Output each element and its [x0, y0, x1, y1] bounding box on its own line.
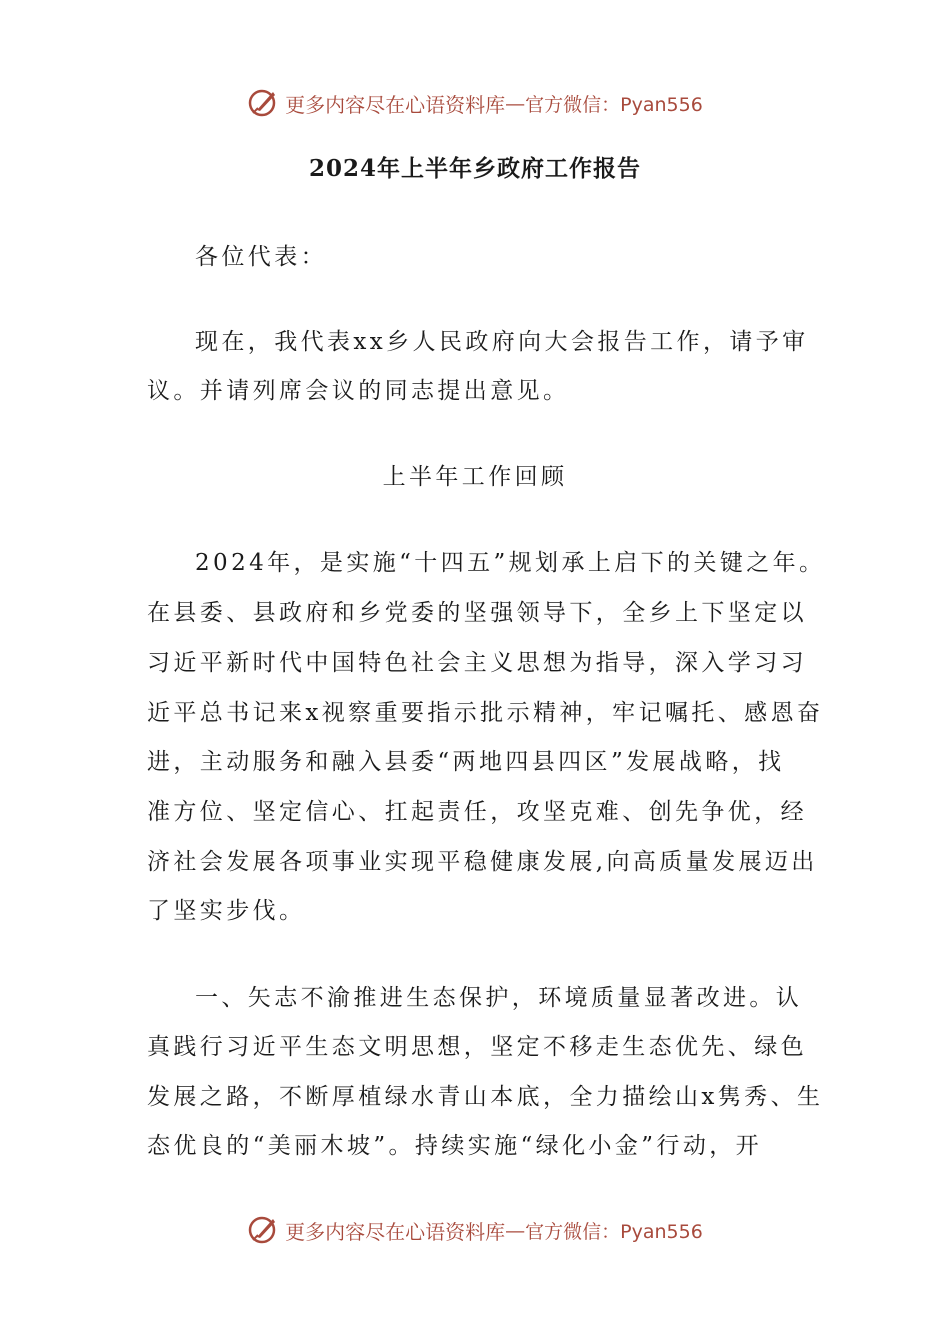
intro-line: 现在，我代表xx乡人民政府向大会报告工作，请予审 — [195, 329, 809, 355]
header-banner — [0, 83, 950, 123]
para2-line: 一、矢志不渝推进生态保护，环境质量显著改进。认 — [195, 985, 803, 1011]
para1-line: 近平总书记来x视察重要指示批示精神，牢记嘱托、感恩奋 — [147, 700, 824, 726]
banner-separator: — — [505, 91, 526, 115]
banner-wechat-text: 官方微信：Pyan556 — [525, 93, 703, 116]
para1-line: 习近平新时代中国特色社会主义思想为指导，深入学习习 — [147, 650, 807, 676]
para1-line: 了坚实步伐。 — [147, 898, 306, 924]
para1-line: 进，主动服务和融入县委“两地四县四区”发展战略，找 — [147, 749, 785, 775]
document-title: 2024年上半年乡政府工作报告 — [308, 155, 641, 182]
para1-line: 济社会发展各项事业实现平稳健康发展,向高质量发展迈出 — [147, 849, 818, 875]
banner-brand-text: 更多内容尽在心语资料库 — [285, 1219, 506, 1244]
para1-line: 在县委、县政府和乡党委的坚强领导下，全乡上下坚定以 — [147, 600, 807, 626]
para1-line: 2024年，是实施“十四五”规划承上启下的关键之年。 — [195, 550, 826, 576]
para1-line: 准方位、坚定信心、扛起责任，攻坚克难、创先争优，经 — [147, 799, 807, 825]
para2-line: 真践行习近平生态文明思想，坚定不移走生态优先、绿色 — [147, 1034, 807, 1060]
footer-banner — [0, 1210, 950, 1250]
para2-line: 态优良的“美丽木坡”。持续实施“绿化小金”行动，开 — [147, 1133, 763, 1159]
intro-line: 议。并请列席会议的同志提出意见。 — [147, 378, 570, 404]
salutation: 各位代表： — [195, 244, 327, 270]
para2-line: 发展之路，不断厚植绿水青山本底，全力描绘山x隽秀、生 — [147, 1084, 824, 1110]
quill-logo-icon — [247, 1213, 281, 1247]
banner-separator: — — [505, 1218, 526, 1242]
banner-wechat-text: 官方微信：Pyan556 — [525, 1220, 703, 1243]
banner-brand-text: 更多内容尽在心语资料库 — [285, 92, 506, 117]
section-heading: 上半年工作回顾 — [382, 464, 568, 490]
quill-logo-icon — [247, 86, 281, 120]
